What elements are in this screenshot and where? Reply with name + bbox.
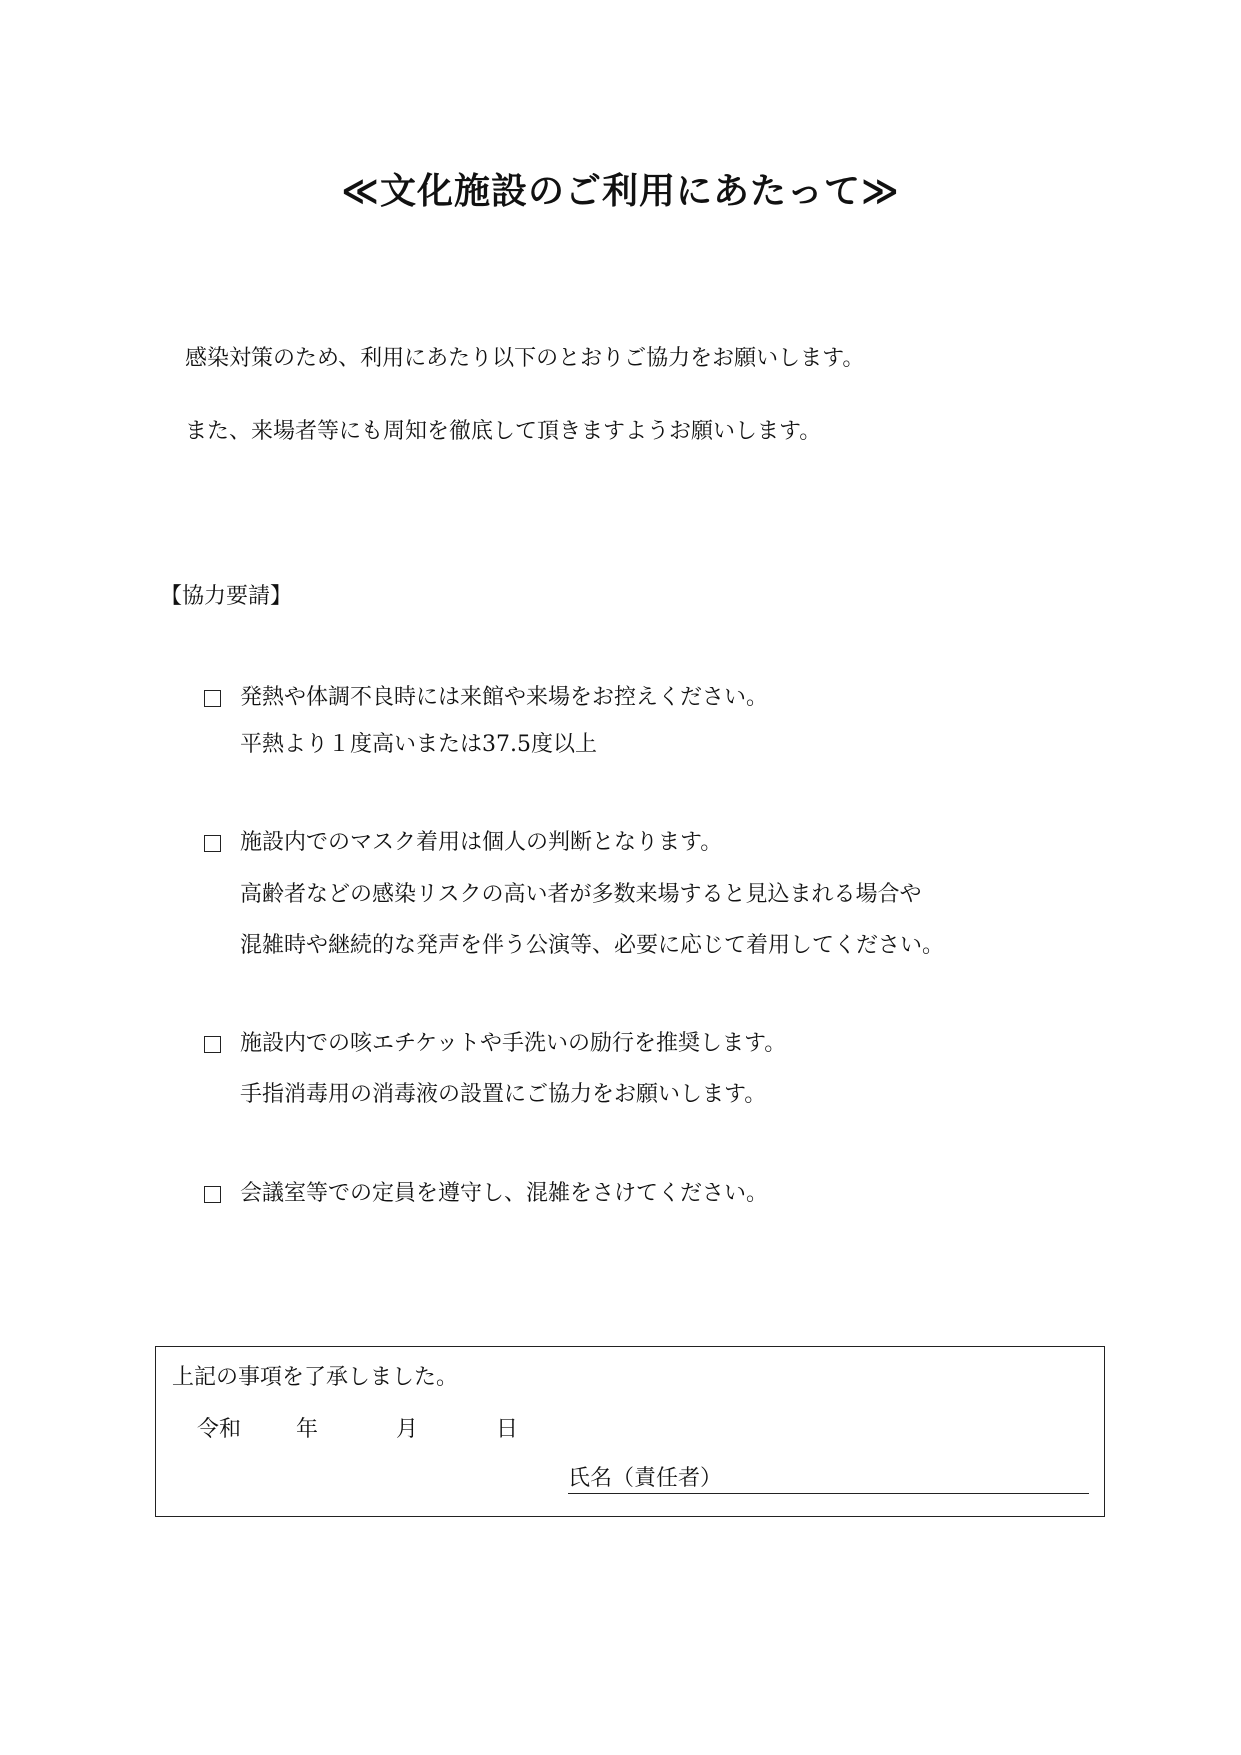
item-3-checkbox[interactable] — [204, 1036, 221, 1053]
intro-line-1: 感染対策のため、利用にあたり以下のとおりご協力をお願いします。 — [185, 346, 865, 371]
signature-label: 氏名（責任者） — [568, 1466, 723, 1491]
item-4-checkbox[interactable] — [204, 1186, 221, 1203]
date-year-label: 年 — [296, 1417, 319, 1442]
item-4-line-1: 会議室等での定員を遵守し、混雑をさけてください。 — [240, 1181, 769, 1206]
acknowledgement-statement: 上記の事項を了承しました。 — [172, 1365, 459, 1390]
item-2-line-2: 高齢者などの感染リスクの高い者が多数来場すると見込まれる場合や — [240, 882, 922, 907]
item-3-line-2: 手指消毒用の消毒液の設置にご協力をお願いします。 — [240, 1082, 767, 1107]
item-2-checkbox[interactable] — [204, 835, 221, 852]
signature-line[interactable] — [568, 1493, 1089, 1494]
intro-line-2: また、来場者等にも周知を徹底して頂きますようお願いします。 — [185, 419, 822, 444]
date-month-label: 月 — [396, 1417, 419, 1442]
item-2-line-3: 混雑時や継続的な発声を伴う公演等、必要に応じて着用してください。 — [240, 933, 945, 958]
section-heading: 【協力要請】 — [160, 584, 293, 609]
document-title: ≪文化施設のご利用にあたって≫ — [341, 171, 900, 212]
date-day-label: 日 — [496, 1417, 519, 1442]
item-1-line-2: 平熱より１度高いまたは37.5度以上 — [240, 732, 597, 757]
item-1-checkbox[interactable] — [204, 690, 221, 707]
item-3-line-1: 施設内での咳エチケットや手洗いの励行を推奨します。 — [240, 1031, 787, 1056]
item-1-line-1: 発熱や体調不良時には来館や来場をお控えください。 — [240, 685, 769, 710]
item-2-line-1: 施設内でのマスク着用は個人の判断となります。 — [240, 830, 723, 855]
date-era: 令和 — [197, 1417, 242, 1442]
